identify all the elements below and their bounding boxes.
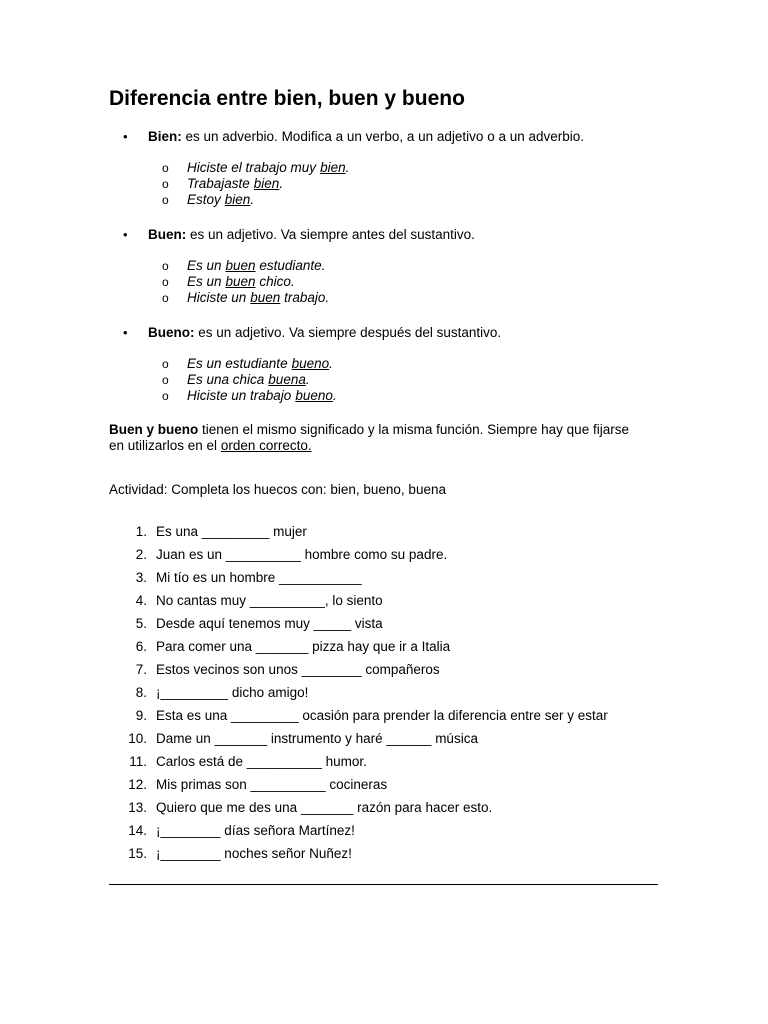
- exercise-number: 14.: [128, 823, 147, 838]
- exercise-item: [109, 799, 669, 822]
- summary-underlined: orden correcto.: [220, 438, 312, 453]
- summary-bold: Buen y bueno: [109, 422, 199, 437]
- circle-bullet-marker: o: [162, 161, 169, 175]
- exercise-item: [109, 776, 669, 799]
- example-keyword: buen: [250, 290, 281, 305]
- exercise-item: [109, 707, 669, 730]
- exercise-number: 5.: [135, 616, 147, 631]
- example-text: Hiciste el trabajo muy bien.: [187, 160, 350, 175]
- exercise-item: [109, 523, 669, 546]
- exercise-number: 10.: [128, 731, 147, 746]
- example-text: Estoy bien.: [187, 192, 255, 207]
- example-text: Hiciste un buen trabajo.: [187, 290, 330, 305]
- definition-term: Buen:: [148, 227, 187, 242]
- exercise-text: Mi tío es un hombre ___________: [156, 570, 362, 585]
- exercise-text: ¡________ noches señor Nuñez!: [156, 846, 352, 861]
- exercise-text: Esta es una _________ ocasión para prender la diferencia entre ser y estar: [156, 708, 608, 723]
- example-list: [109, 160, 669, 208]
- definition-section-bueno: [109, 324, 669, 404]
- exercise-number: 3.: [135, 570, 147, 585]
- example-text: Es un buen estudiante.: [187, 258, 326, 273]
- exercise-number: 8.: [135, 685, 147, 700]
- example-text: Es un buen chico.: [187, 274, 295, 289]
- exercise-text: Desde aquí tenemos muy _____ vista: [156, 616, 383, 631]
- exercise-item: [109, 753, 669, 776]
- circle-bullet-marker: o: [162, 291, 169, 305]
- example-text: Hiciste un trabajo bueno.: [187, 388, 337, 403]
- exercise-text: Para comer una _______ pizza hay que ir a Italia: [156, 639, 451, 654]
- example-keyword: bien: [320, 160, 346, 175]
- example-keyword: buen: [225, 258, 256, 273]
- exercise-text: Quiero que me des una _______ razón para hacer esto.: [156, 800, 493, 815]
- exercise-number: 9.: [135, 708, 147, 723]
- example-item: [109, 356, 669, 372]
- definition-body: es un adjetivo. Va siempre después del sustantivo.: [194, 325, 502, 340]
- exercise-number: 6.: [135, 639, 147, 654]
- example-item: [109, 274, 669, 290]
- example-list: [109, 258, 669, 306]
- example-item: [109, 160, 669, 176]
- example-item: [109, 388, 669, 404]
- exercise-number: 7.: [135, 662, 147, 677]
- bullet-marker: •: [123, 129, 128, 144]
- page-title: Diferencia entre bien, buen y bueno: [109, 87, 465, 110]
- definition-body: es un adverbio. Modifica a un verbo, a un adjetivo o a un adverbio.: [181, 129, 585, 144]
- definition-term: Bien:: [148, 129, 182, 144]
- activity-instruction: Actividad: Completa los huecos con: bien, bueno, buena: [109, 482, 446, 497]
- exercise-text: Juan es un __________ hombre como su padre.: [156, 547, 448, 562]
- example-text: Es una chica buena.: [187, 372, 310, 387]
- exercise-item: [109, 845, 669, 868]
- definition-bullet: [109, 324, 669, 342]
- definition-text: [148, 226, 475, 244]
- definition-bullet: [109, 226, 669, 244]
- exercise-item: [109, 569, 669, 592]
- exercise-item: [109, 615, 669, 638]
- example-item: [109, 290, 669, 306]
- exercise-number: 2.: [135, 547, 147, 562]
- exercise-text: Es una _________ mujer: [156, 524, 307, 539]
- definition-bullet: [109, 128, 669, 146]
- summary-paragraph: [109, 422, 669, 454]
- exercise-number: 13.: [128, 800, 147, 815]
- example-keyword: bien: [224, 192, 251, 207]
- bullet-marker: •: [123, 227, 128, 242]
- circle-bullet-marker: o: [162, 373, 169, 387]
- example-list: [109, 356, 669, 404]
- definition-section-bien: [109, 128, 669, 208]
- exercise-text: ¡________ días señora Martínez!: [156, 823, 355, 838]
- exercise-list: [109, 523, 669, 868]
- example-item: [109, 192, 669, 208]
- definition-term: Bueno:: [148, 325, 195, 340]
- exercise-item: [109, 730, 669, 753]
- summary-line-2: en utilizarlos en el orden correcto.: [109, 438, 312, 453]
- example-text: Es un estudiante bueno.: [187, 356, 333, 371]
- circle-bullet-marker: o: [162, 275, 169, 289]
- circle-bullet-marker: o: [162, 389, 169, 403]
- exercise-text: Dame un _______ instrumento y haré ______ música: [156, 731, 478, 746]
- exercise-number: 12.: [128, 777, 147, 792]
- exercise-item: [109, 684, 669, 707]
- example-keyword: buena: [268, 372, 306, 387]
- exercise-number: 4.: [135, 593, 147, 608]
- exercise-text: Mis primas son __________ cocineras: [156, 777, 388, 792]
- exercise-text: ¡_________ dicho amigo!: [156, 685, 309, 700]
- circle-bullet-marker: o: [162, 357, 169, 371]
- definition-section-buen: [109, 226, 669, 306]
- definition-body: es un adjetivo. Va siempre antes del sustantivo.: [186, 227, 475, 242]
- example-keyword: bien: [253, 176, 280, 191]
- exercise-number: 11.: [129, 754, 147, 769]
- circle-bullet-marker: o: [162, 259, 169, 273]
- exercise-number: 15.: [128, 846, 147, 861]
- example-keyword: bueno: [291, 356, 330, 371]
- example-item: [109, 176, 669, 192]
- bullet-marker: •: [123, 325, 128, 340]
- exercise-text: No cantas muy __________, lo siento: [156, 593, 383, 608]
- bottom-divider: [109, 884, 658, 885]
- example-item: [109, 372, 669, 388]
- exercise-item: [109, 638, 669, 661]
- exercise-item: [109, 546, 669, 569]
- summary-line-1: Buen y bueno tienen el mismo significado y la misma función. Siempre hay que fijarse: [109, 422, 629, 437]
- exercise-text: Carlos está de __________ humor.: [156, 754, 367, 769]
- exercise-item: [109, 822, 669, 845]
- example-item: [109, 258, 669, 274]
- exercise-item: [109, 592, 669, 615]
- definition-text: [148, 324, 501, 342]
- exercise-number: 1.: [135, 524, 147, 539]
- exercise-text: Estos vecinos son unos ________ compañeros: [156, 662, 440, 677]
- circle-bullet-marker: o: [162, 193, 169, 207]
- example-keyword: bueno: [295, 388, 333, 403]
- circle-bullet-marker: o: [162, 177, 169, 191]
- example-keyword: buen: [225, 274, 256, 289]
- definition-text: [148, 128, 584, 146]
- example-text: Trabajaste bien.: [187, 176, 284, 191]
- exercise-item: [109, 661, 669, 684]
